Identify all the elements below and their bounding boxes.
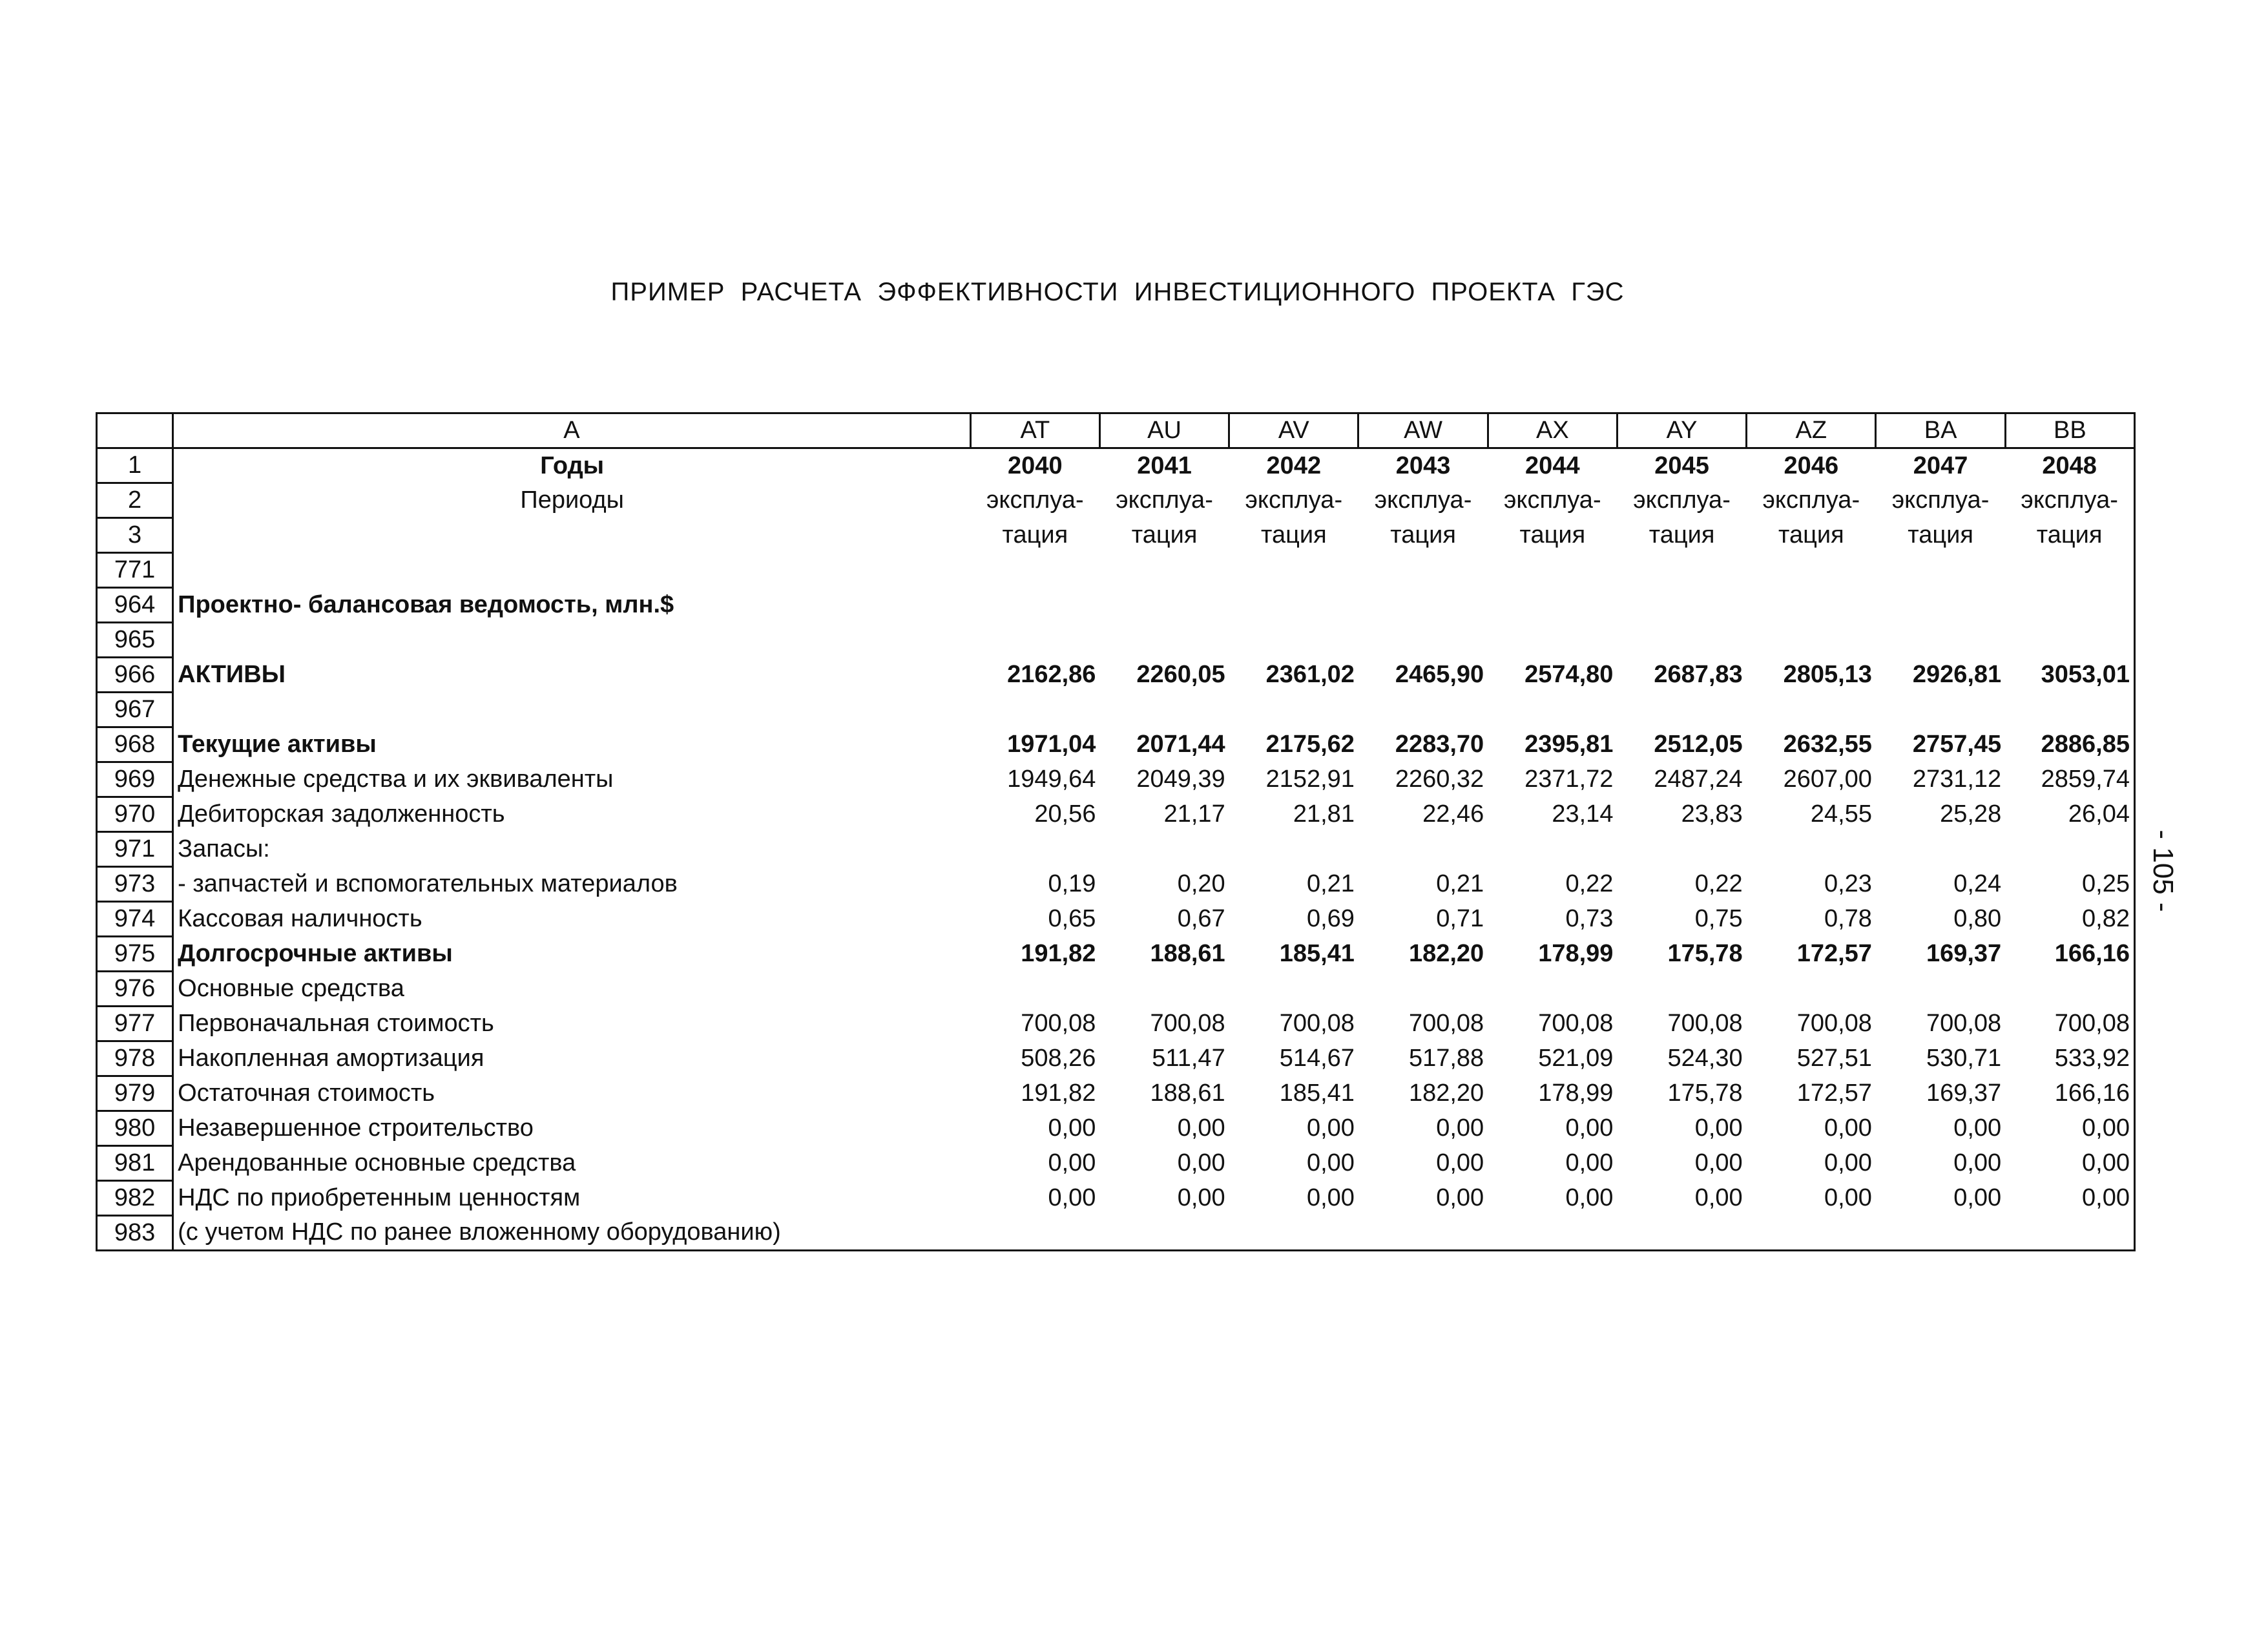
value-cell: 508,26 bbox=[1021, 1045, 1096, 1072]
row-label bbox=[173, 553, 971, 588]
value-cell: 23,14 bbox=[1552, 800, 1614, 828]
value-cell: эксплуа- bbox=[1374, 486, 1472, 514]
value-cell bbox=[970, 832, 1099, 867]
table-row bbox=[97, 937, 2135, 972]
value-cell: 0,00 bbox=[1953, 1114, 2002, 1142]
table-row bbox=[97, 1216, 2135, 1251]
value-cell: 0,00 bbox=[2005, 1146, 2134, 1181]
value-cell bbox=[2005, 1216, 2134, 1251]
table-row bbox=[97, 727, 2135, 762]
row-number: 970 bbox=[97, 797, 173, 832]
row-label: Запасы: bbox=[173, 832, 971, 867]
value-cell: 527,51 bbox=[1796, 1045, 1872, 1072]
value-cell: 0,00 bbox=[2005, 1111, 2134, 1146]
value-cell bbox=[1358, 1216, 1488, 1251]
value-cell bbox=[1099, 588, 1229, 623]
value-cell: 0,69 bbox=[1306, 905, 1355, 932]
value-cell: 0,22 bbox=[1565, 870, 1614, 897]
value-cell: 0,00 bbox=[1177, 1149, 1225, 1176]
value-cell bbox=[1617, 553, 1746, 588]
value-cell: 2041 bbox=[1137, 452, 1192, 479]
value-cell bbox=[1747, 1216, 1876, 1251]
row-number: 3 bbox=[97, 518, 173, 553]
value-cell: 0,00 bbox=[1565, 1184, 1614, 1211]
value-cell bbox=[1099, 832, 1229, 867]
value-cell: 2040 bbox=[1008, 452, 1063, 479]
value-cell bbox=[970, 1216, 1099, 1251]
value-cell bbox=[1876, 588, 2005, 623]
value-cell: 0,21 bbox=[1306, 870, 1355, 897]
row-number: 967 bbox=[97, 693, 173, 727]
value-cell bbox=[1229, 693, 1358, 727]
value-cell bbox=[1747, 972, 1876, 1007]
value-cell bbox=[1747, 588, 1876, 623]
row-label: Денежные средства и их эквиваленты bbox=[173, 762, 971, 797]
corner-cell bbox=[97, 413, 173, 448]
value-cell bbox=[1747, 832, 1876, 867]
value-cell: 514,67 bbox=[1279, 1045, 1355, 1072]
value-cell bbox=[1229, 832, 1358, 867]
value-cell bbox=[1099, 1216, 1229, 1251]
value-cell bbox=[1617, 693, 1746, 727]
balance-sheet-table bbox=[96, 412, 2136, 1251]
value-cell: 700,08 bbox=[1021, 1010, 1096, 1037]
value-cell: 2044 bbox=[1525, 452, 1580, 479]
column-letter: A bbox=[173, 413, 971, 448]
value-cell: 0,00 bbox=[1565, 1149, 1614, 1176]
value-cell bbox=[1229, 588, 1358, 623]
row-number: 982 bbox=[97, 1181, 173, 1216]
value-cell: 0,21 bbox=[1436, 870, 1484, 897]
value-cell bbox=[1876, 832, 2005, 867]
row-label: Текущие активы bbox=[173, 727, 971, 762]
table-row bbox=[97, 867, 2135, 902]
value-cell: эксплуа- bbox=[1116, 486, 1213, 514]
value-cell: 2047 bbox=[1913, 452, 1968, 479]
value-cell: 0,00 bbox=[1048, 1149, 1096, 1176]
value-cell: 2757,45 bbox=[1912, 731, 2002, 758]
document-title: ПРИМЕР РАСЧЕТА ЭФФЕКТИВНОСТИ ИНВЕСТИЦИОННОГО ПРОЕКТА ГЭС bbox=[610, 278, 1625, 306]
value-cell: тация bbox=[1002, 521, 1068, 548]
value-cell bbox=[1876, 623, 2005, 658]
value-cell: эксплуа- bbox=[1891, 486, 1990, 514]
value-cell bbox=[1488, 693, 1617, 727]
value-cell: 2260,32 bbox=[1395, 766, 1484, 793]
row-label bbox=[173, 693, 971, 727]
row-label: Основные средства bbox=[173, 972, 971, 1007]
value-cell: тация bbox=[1519, 521, 1586, 548]
table-row bbox=[97, 902, 2135, 937]
value-cell bbox=[970, 972, 1099, 1007]
row-number: 973 bbox=[97, 867, 173, 902]
row-number: 981 bbox=[97, 1146, 173, 1181]
value-cell: тация bbox=[2005, 518, 2134, 553]
value-cell: 700,08 bbox=[1408, 1010, 1484, 1037]
value-cell: 2162,86 bbox=[1007, 661, 1096, 688]
table-row bbox=[97, 1146, 2135, 1181]
table-row bbox=[97, 1111, 2135, 1146]
row-label: Кассовая наличность bbox=[173, 902, 971, 937]
row-label: Дебиторская задолженность bbox=[173, 797, 971, 832]
value-cell: 0,00 bbox=[1824, 1184, 1872, 1211]
value-cell: 21,81 bbox=[1293, 800, 1355, 828]
sheet-body bbox=[97, 413, 2135, 1251]
value-cell: 2049,39 bbox=[1136, 766, 1225, 793]
value-cell: 0,82 bbox=[2005, 902, 2134, 937]
row-number: 964 bbox=[97, 588, 173, 623]
value-cell: 2512,05 bbox=[1654, 731, 1743, 758]
value-cell: эксплуа- bbox=[1633, 486, 1731, 514]
table-row bbox=[97, 762, 2135, 797]
column-letter: AT bbox=[970, 413, 1099, 448]
value-cell bbox=[2005, 623, 2134, 658]
row-number: 978 bbox=[97, 1041, 173, 1076]
value-cell bbox=[1358, 972, 1488, 1007]
row-number: 1 bbox=[97, 448, 173, 483]
value-cell: 0,00 bbox=[1436, 1184, 1484, 1211]
value-cell bbox=[1358, 832, 1488, 867]
value-cell bbox=[1747, 693, 1876, 727]
value-cell: 2574,80 bbox=[1524, 661, 1614, 688]
value-cell: 2731,12 bbox=[1912, 766, 2002, 793]
row-number: 966 bbox=[97, 658, 173, 693]
value-cell: 700,08 bbox=[1926, 1010, 2002, 1037]
column-letter: AY bbox=[1617, 413, 1746, 448]
table-row bbox=[97, 1007, 2135, 1041]
row-label: Годы bbox=[173, 448, 971, 483]
value-cell bbox=[1488, 553, 1617, 588]
value-cell bbox=[1488, 832, 1617, 867]
value-cell: 0,23 bbox=[1824, 870, 1872, 897]
row-number: 977 bbox=[97, 1007, 173, 1041]
row-number: 968 bbox=[97, 727, 173, 762]
value-cell: 0,00 bbox=[2005, 1181, 2134, 1216]
value-cell: 188,61 bbox=[1150, 940, 1225, 967]
value-cell: 188,61 bbox=[1150, 1080, 1225, 1107]
value-cell: эксплуа- bbox=[1762, 486, 1860, 514]
value-cell bbox=[1617, 972, 1746, 1007]
value-cell: 0,00 bbox=[1048, 1114, 1096, 1142]
value-cell: 0,71 bbox=[1436, 905, 1484, 932]
value-cell: тация bbox=[1649, 521, 1715, 548]
table-row bbox=[97, 448, 2135, 483]
value-cell: 2260,05 bbox=[1136, 661, 1225, 688]
value-cell: 511,47 bbox=[1152, 1045, 1225, 1072]
value-cell: 524,30 bbox=[1667, 1045, 1743, 1072]
value-cell: 2926,81 bbox=[1912, 661, 2002, 688]
value-cell: 521,09 bbox=[1538, 1045, 1614, 1072]
value-cell: 178,99 bbox=[1538, 1080, 1614, 1107]
value-cell bbox=[1229, 623, 1358, 658]
row-label: АКТИВЫ bbox=[173, 658, 971, 693]
value-cell: 20,56 bbox=[1034, 800, 1096, 828]
value-cell: 2071,44 bbox=[1136, 731, 1225, 758]
value-cell bbox=[2005, 693, 2134, 727]
value-cell: 178,99 bbox=[1538, 940, 1614, 967]
value-cell bbox=[1747, 553, 1876, 588]
value-cell: 0,00 bbox=[1306, 1114, 1355, 1142]
value-cell: 26,04 bbox=[2005, 797, 2134, 832]
value-cell bbox=[1229, 1216, 1358, 1251]
row-number: 2 bbox=[97, 483, 173, 518]
value-cell: 700,08 bbox=[1796, 1010, 1872, 1037]
value-cell: 2395,81 bbox=[1524, 731, 1614, 758]
value-cell: 185,41 bbox=[1279, 940, 1355, 967]
value-cell: 0,65 bbox=[1048, 905, 1096, 932]
value-cell: 0,00 bbox=[1436, 1114, 1484, 1142]
value-cell bbox=[1099, 623, 1229, 658]
value-cell: 0,67 bbox=[1177, 905, 1225, 932]
value-cell: тация bbox=[1390, 521, 1456, 548]
table-row bbox=[97, 658, 2135, 693]
column-letter: AU bbox=[1099, 413, 1229, 448]
value-cell: 169,37 bbox=[1926, 1080, 2002, 1107]
value-cell: 0,00 bbox=[1436, 1149, 1484, 1176]
value-cell: 2152,91 bbox=[1265, 766, 1355, 793]
row-number: 971 bbox=[97, 832, 173, 867]
value-cell: 0,00 bbox=[1694, 1184, 1743, 1211]
row-number: 979 bbox=[97, 1076, 173, 1111]
table-row bbox=[97, 1076, 2135, 1111]
table-row bbox=[97, 972, 2135, 1007]
row-label: Остаточная стоимость bbox=[173, 1076, 971, 1111]
column-letter: AV bbox=[1229, 413, 1358, 448]
value-cell: тация bbox=[1131, 521, 1198, 548]
column-letter: AZ bbox=[1747, 413, 1876, 448]
row-label: Арендованные основные средства bbox=[173, 1146, 971, 1181]
value-cell: 191,82 bbox=[1021, 1080, 1096, 1107]
value-cell bbox=[1747, 623, 1876, 658]
value-cell: 0,00 bbox=[1306, 1184, 1355, 1211]
table-row bbox=[97, 588, 2135, 623]
table-row bbox=[97, 1181, 2135, 1216]
value-cell: 0,00 bbox=[1565, 1114, 1614, 1142]
column-letter-row bbox=[97, 413, 2135, 448]
value-cell bbox=[1876, 972, 2005, 1007]
value-cell bbox=[2005, 832, 2134, 867]
value-cell bbox=[970, 553, 1099, 588]
value-cell: 2859,74 bbox=[2005, 762, 2134, 797]
value-cell bbox=[1229, 972, 1358, 1007]
value-cell bbox=[1488, 1216, 1617, 1251]
value-cell: 0,22 bbox=[1694, 870, 1743, 897]
value-cell: 0,00 bbox=[1177, 1114, 1225, 1142]
row-number: 975 bbox=[97, 937, 173, 972]
value-cell: 2632,55 bbox=[1783, 731, 1872, 758]
value-cell bbox=[2005, 972, 2134, 1007]
value-cell bbox=[970, 623, 1099, 658]
table-row bbox=[97, 553, 2135, 588]
value-cell: 0,00 bbox=[1824, 1149, 1872, 1176]
value-cell: 2886,85 bbox=[2005, 727, 2134, 762]
value-cell bbox=[1617, 623, 1746, 658]
value-cell: 2805,13 bbox=[1783, 661, 1872, 688]
row-number: 974 bbox=[97, 902, 173, 937]
value-cell: 182,20 bbox=[1408, 1080, 1484, 1107]
value-cell: 530,71 bbox=[1926, 1045, 2002, 1072]
table-row bbox=[97, 832, 2135, 867]
value-cell: тация bbox=[1778, 521, 1844, 548]
value-cell: 700,08 bbox=[1538, 1010, 1614, 1037]
row-label bbox=[173, 623, 971, 658]
value-cell bbox=[1358, 588, 1488, 623]
value-cell bbox=[1358, 553, 1488, 588]
value-cell: 2283,70 bbox=[1395, 731, 1484, 758]
value-cell: 1971,04 bbox=[1007, 731, 1096, 758]
value-cell bbox=[1488, 623, 1617, 658]
value-cell bbox=[970, 588, 1099, 623]
value-cell: 22,46 bbox=[1422, 800, 1484, 828]
value-cell bbox=[1488, 588, 1617, 623]
value-cell bbox=[1099, 972, 1229, 1007]
table-row bbox=[97, 518, 2135, 553]
value-cell: 25,28 bbox=[1940, 800, 2002, 828]
row-label bbox=[173, 518, 971, 553]
value-cell: 175,78 bbox=[1667, 940, 1743, 967]
row-label: НДС по приобретенным ценностям bbox=[173, 1181, 971, 1216]
value-cell: 517,88 bbox=[1408, 1045, 1484, 1072]
value-cell: 2048 bbox=[2005, 448, 2134, 483]
row-number: 980 bbox=[97, 1111, 173, 1146]
value-cell bbox=[2005, 588, 2134, 623]
value-cell bbox=[1358, 693, 1488, 727]
value-cell: 23,83 bbox=[1681, 800, 1743, 828]
value-cell: 2361,02 bbox=[1265, 661, 1355, 688]
value-cell: 0,73 bbox=[1565, 905, 1614, 932]
value-cell: 0,00 bbox=[1953, 1184, 2002, 1211]
value-cell: 24,55 bbox=[1810, 800, 1872, 828]
value-cell: 2465,90 bbox=[1395, 661, 1484, 688]
table-row bbox=[97, 1041, 2135, 1076]
value-cell: 172,57 bbox=[1796, 1080, 1872, 1107]
value-cell: 0,00 bbox=[1306, 1149, 1355, 1176]
value-cell: 3053,01 bbox=[2005, 658, 2134, 693]
value-cell: 0,24 bbox=[1953, 870, 2002, 897]
table-row bbox=[97, 797, 2135, 832]
value-cell: 0,75 bbox=[1694, 905, 1743, 932]
table-row bbox=[97, 483, 2135, 518]
value-cell: 2045 bbox=[1654, 452, 1709, 479]
row-label: - запчастей и вспомогательных материалов bbox=[173, 867, 971, 902]
value-cell: 2487,24 bbox=[1654, 766, 1743, 793]
value-cell: 0,00 bbox=[1824, 1114, 1872, 1142]
value-cell: 700,08 bbox=[1150, 1010, 1225, 1037]
row-number: 976 bbox=[97, 972, 173, 1007]
column-letter: BB bbox=[2005, 413, 2134, 448]
column-letter: AX bbox=[1488, 413, 1617, 448]
value-cell bbox=[1358, 623, 1488, 658]
value-cell bbox=[1876, 693, 2005, 727]
value-cell bbox=[1099, 553, 1229, 588]
value-cell: 172,57 bbox=[1796, 940, 1872, 967]
value-cell: 0,00 bbox=[1953, 1149, 2002, 1176]
value-cell: 2046 bbox=[1784, 452, 1839, 479]
value-cell: 2042 bbox=[1266, 452, 1322, 479]
value-cell: 2687,83 bbox=[1654, 661, 1743, 688]
row-label: Незавершенное строительство bbox=[173, 1111, 971, 1146]
row-label: (с учетом НДС по ранее вложенному оборудованию) bbox=[173, 1216, 971, 1251]
row-label: Долгосрочные активы bbox=[173, 937, 971, 972]
value-cell: 700,08 bbox=[1279, 1010, 1355, 1037]
value-cell: 0,25 bbox=[2005, 867, 2134, 902]
value-cell: 0,00 bbox=[1694, 1149, 1743, 1176]
column-letter: AW bbox=[1358, 413, 1488, 448]
value-cell bbox=[970, 693, 1099, 727]
row-number: 983 bbox=[97, 1216, 173, 1251]
row-label: Первоначальная стоимость bbox=[173, 1007, 971, 1041]
value-cell: тация bbox=[1908, 521, 1973, 548]
value-cell: 175,78 bbox=[1667, 1080, 1743, 1107]
value-cell bbox=[1617, 832, 1746, 867]
value-cell: 2043 bbox=[1395, 452, 1451, 479]
value-cell bbox=[1617, 588, 1746, 623]
value-cell bbox=[1876, 1216, 2005, 1251]
column-letter: BA bbox=[1876, 413, 2005, 448]
value-cell: 1949,64 bbox=[1007, 766, 1096, 793]
value-cell: эксплуа- bbox=[1245, 486, 1343, 514]
value-cell: 2371,72 bbox=[1524, 766, 1614, 793]
value-cell: эксплуа- bbox=[1504, 486, 1601, 514]
value-cell bbox=[1488, 972, 1617, 1007]
value-cell: 166,16 bbox=[2005, 1076, 2134, 1111]
row-label: Накопленная амортизация bbox=[173, 1041, 971, 1076]
value-cell: эксплуа- bbox=[2005, 483, 2134, 518]
value-cell bbox=[1617, 1216, 1746, 1251]
value-cell: 0,78 bbox=[1824, 905, 1872, 932]
row-number: 771 bbox=[97, 553, 173, 588]
row-number: 969 bbox=[97, 762, 173, 797]
table-row bbox=[97, 693, 2135, 727]
value-cell bbox=[1876, 553, 2005, 588]
value-cell bbox=[1229, 553, 1358, 588]
value-cell: 0,00 bbox=[1694, 1114, 1743, 1142]
row-label: Проектно- балансовая ведомость, млн.$ bbox=[173, 588, 971, 623]
value-cell: 0,20 bbox=[1177, 870, 1225, 897]
value-cell: 700,08 bbox=[1667, 1010, 1743, 1037]
value-cell: 166,16 bbox=[2005, 937, 2134, 972]
value-cell: 185,41 bbox=[1279, 1080, 1355, 1107]
value-cell: 182,20 bbox=[1408, 940, 1484, 967]
value-cell: 2175,62 bbox=[1265, 731, 1355, 758]
table-row bbox=[97, 623, 2135, 658]
value-cell: 0,80 bbox=[1953, 905, 2002, 932]
value-cell bbox=[1099, 693, 1229, 727]
value-cell: 169,37 bbox=[1926, 940, 2002, 967]
value-cell: 700,08 bbox=[2005, 1007, 2134, 1041]
value-cell: 533,92 bbox=[2005, 1041, 2134, 1076]
value-cell: 0,19 bbox=[1048, 870, 1096, 897]
value-cell: 191,82 bbox=[1021, 940, 1096, 967]
value-cell: 0,00 bbox=[1177, 1184, 1225, 1211]
value-cell bbox=[2005, 553, 2134, 588]
value-cell: эксплуа- bbox=[986, 486, 1084, 514]
value-cell: тация bbox=[1260, 521, 1327, 548]
value-cell: 21,17 bbox=[1163, 800, 1225, 828]
row-number: 965 bbox=[97, 623, 173, 658]
value-cell: 0,00 bbox=[1048, 1184, 1096, 1211]
value-cell: 2607,00 bbox=[1783, 766, 1872, 793]
page-number: - 105 - bbox=[2147, 830, 2179, 912]
row-label: Периоды bbox=[173, 483, 971, 518]
